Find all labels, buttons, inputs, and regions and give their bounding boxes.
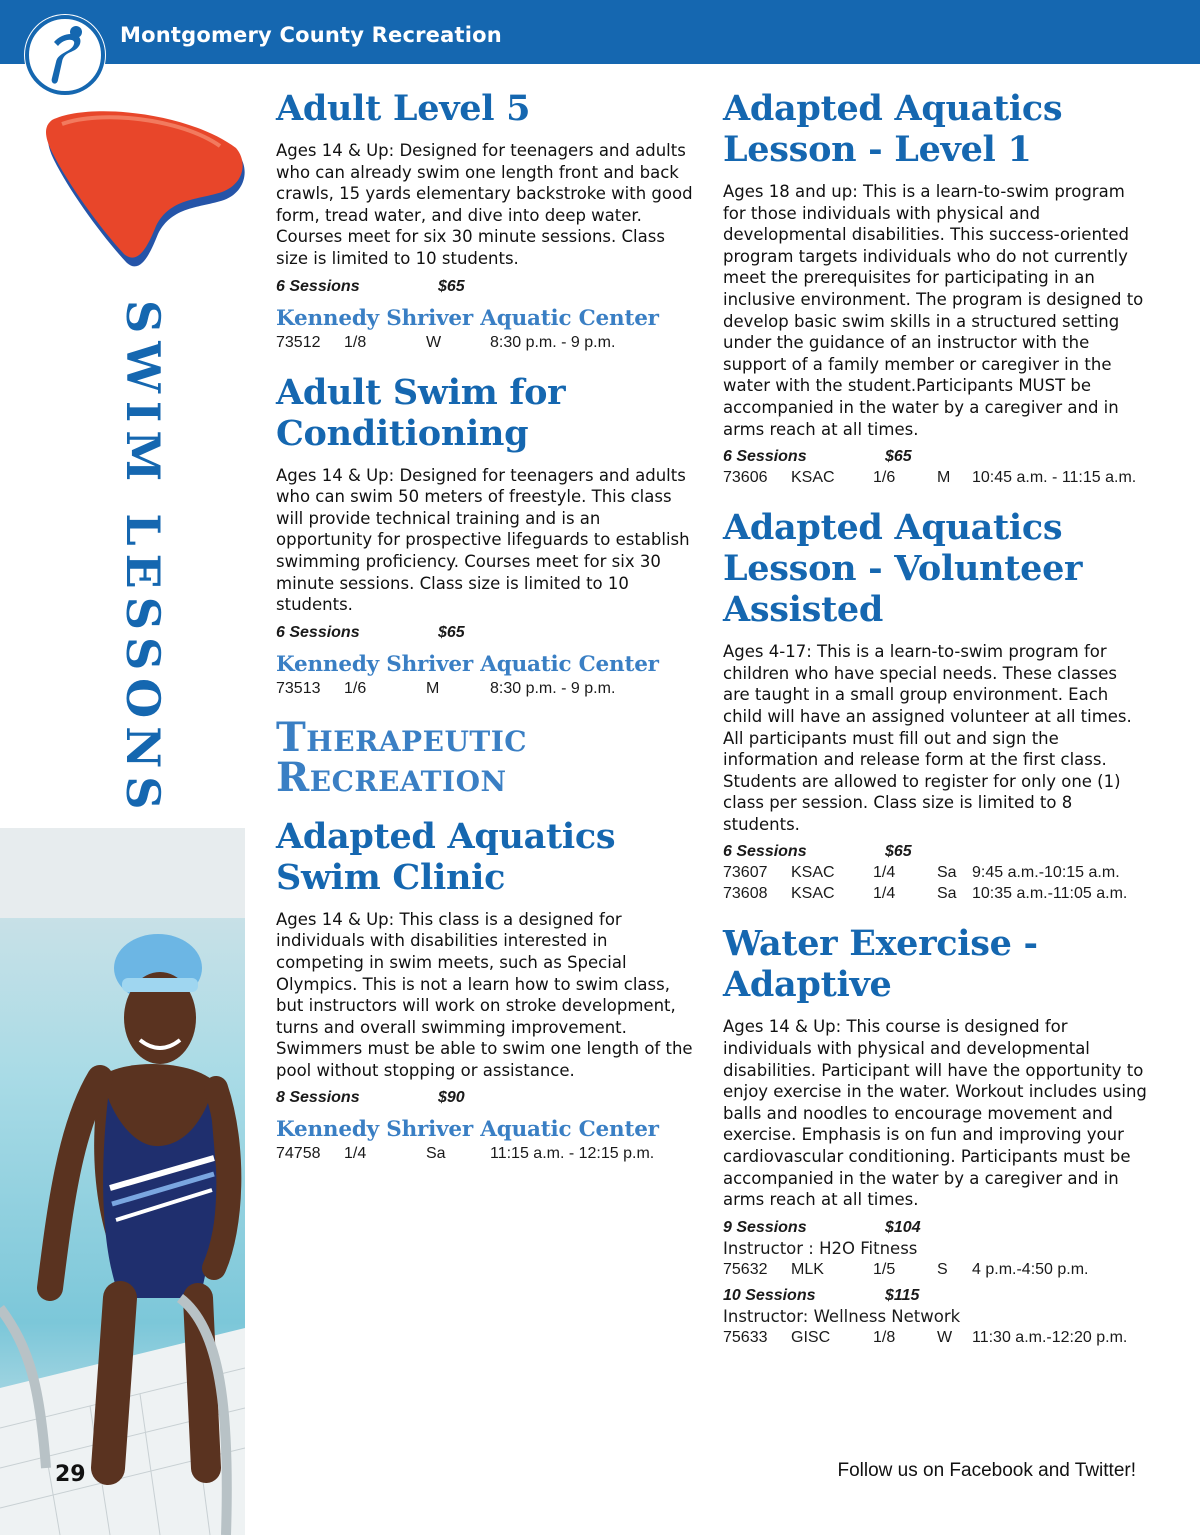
class-code: 73607 [723, 864, 768, 882]
class-row [723, 885, 1148, 903]
course-title: Adult Swim for Conditioning [276, 371, 566, 454]
class-location: MLK [791, 1260, 824, 1278]
session-pricing [276, 278, 696, 296]
class-time: 11:30 a.m.-12:20 p.m. [972, 1328, 1128, 1346]
side-heading-text: SWIM LESSONS [116, 300, 170, 818]
session-count: 9 Sessions [723, 1218, 807, 1236]
class-day: Sa [426, 1145, 446, 1163]
class-day: S [937, 1260, 948, 1278]
course-adapted-lesson-level-1 [723, 88, 1148, 487]
organization-title: Montgomery County Recreation [120, 23, 502, 47]
class-row [276, 334, 696, 352]
social-media-footer: Follow us on Facebook and Twitter! [837, 1460, 1136, 1481]
class-code: 73606 [723, 469, 768, 487]
class-start-date: 1/4 [873, 885, 896, 903]
session-price: $65 [438, 277, 465, 295]
class-day: M [937, 469, 951, 487]
session-price: $65 [438, 623, 465, 641]
course-description: Ages 14 & Up: Designed for teenagers and adults who can swim 50 meters of freestyle. This class will provide technical training and is an opportunity for prospective lifeguards to establish swimming proficiency. Courses meet for six 30 minute sessions. Class size is limited to 10 students. [276, 465, 690, 615]
class-row [723, 1329, 1148, 1347]
session-pricing [723, 843, 1148, 861]
location-heading: Kennedy Shriver Aquatic Center [276, 305, 659, 331]
session-pricing [276, 624, 696, 642]
course-description: Ages 4-17: This is a learn-to-swim program for children who have special needs. These classes are taught in a small group environment. Each child will have an assigned volunteer at all times. All participants must fill out and sign the information and release form at the first class. Students are allowed to register for only one (1) class per session. Class size is limited to 8 students. [723, 642, 1132, 834]
class-location: KSAC [791, 469, 835, 487]
class-location: KSAC [791, 885, 835, 903]
course-title: Adult Level 5 [276, 88, 531, 129]
instructor-name: Instructor : H2O Fitness [723, 1238, 918, 1258]
session-count: 6 Sessions [723, 843, 807, 861]
class-location: GISC [791, 1328, 831, 1346]
session-count: 6 Sessions [723, 448, 807, 466]
class-row [723, 864, 1148, 882]
class-time: 8:30 p.m. - 9 p.m. [490, 333, 616, 351]
class-code: 73513 [276, 679, 321, 697]
session-price: $65 [885, 843, 912, 861]
class-code: 74758 [276, 1145, 321, 1163]
class-day: M [426, 679, 440, 697]
course-adult-level-5 [276, 88, 696, 352]
course-description: Ages 14 & Up: Designed for teenagers and adults who can already swim one length front and back crawls, 15 yards elementary backstroke with good form, tread water, and dive into deep water. Courses meet for six 30 minute sessions. Class size is limited to 10 students. [276, 141, 693, 268]
course-title: Adapted Aquatics Lesson - Volunteer Assisted [723, 507, 1083, 631]
class-time: 11:15 a.m. - 12:15 p.m. [490, 1145, 655, 1163]
kickboard-illustration [40, 108, 250, 282]
left-content-column [276, 88, 696, 1183]
session-pricing [276, 1089, 696, 1107]
session-pricing [723, 448, 1148, 466]
location-heading: Kennedy Shriver Aquatic Center [276, 1117, 659, 1143]
class-start-date: 1/4 [873, 864, 896, 882]
course-description: Ages 18 and up: This is a learn-to-swim program for those individuals with physical and developmental disabilities. This success-oriented program targets individuals who do not currently meet the prerequisites for participating in an inclusive environment. The program is designed to develop basic swim skills in a structured setting under the guidance of an instructor with the support of a family member or caregiver in the water with the student.Participants MUST be accompanied in the water by a caregiver and in arms reach at all times. [723, 182, 1144, 439]
instructor-name: Instructor: Wellness Network [723, 1306, 961, 1326]
class-start-date: 1/6 [344, 679, 367, 697]
class-location: KSAC [791, 864, 835, 882]
class-code: 73608 [723, 885, 768, 903]
side-section-heading [110, 300, 170, 820]
class-time: 10:45 a.m. - 11:15 a.m. [972, 469, 1137, 487]
session-price: $104 [885, 1218, 921, 1236]
class-row [276, 680, 696, 698]
course-adult-swim-conditioning [276, 372, 696, 698]
class-day: W [426, 333, 442, 351]
class-row [723, 469, 1148, 487]
class-time: 4 p.m.-4:50 p.m. [972, 1260, 1089, 1278]
class-day: Sa [937, 885, 957, 903]
session-price: $115 [885, 1286, 920, 1304]
course-water-exercise-adaptive [723, 923, 1148, 1346]
course-description: Ages 14 & Up: This course is designed for individuals with physical and developmental disabilities. Participant will have the opportunity to enjoy exercise in the water. Workout includes using balls and noodles to encourage movement and exercise. Emphasis is on fun and improving your cardiovascular conditioning. Participants must be accompanied in the water by a caregiver and in arms reach at all times. [723, 1017, 1147, 1210]
class-row [276, 1145, 696, 1163]
course-title: Adapted Aquatics Lesson - Level 1 [723, 88, 1063, 170]
swimmer-photo [0, 828, 245, 1535]
course-title: Water Exercise - Adaptive [723, 923, 1038, 1006]
location-heading: Kennedy Shriver Aquatic Center [276, 651, 659, 677]
session-count: 8 Sessions [276, 1089, 360, 1107]
class-row [723, 1261, 1148, 1279]
class-time: 8:30 p.m. - 9 p.m. [490, 679, 616, 697]
class-start-date: 1/8 [344, 333, 367, 351]
page-number: 29 [55, 1462, 86, 1487]
class-start-date: 1/6 [873, 469, 896, 487]
session-count: 10 Sessions [723, 1286, 816, 1304]
class-time: 10:35 a.m.-11:05 a.m. [972, 885, 1128, 903]
class-start-date: 1/8 [873, 1328, 896, 1346]
class-day: W [937, 1328, 953, 1346]
section-heading: Therapeutic Recreation [276, 713, 528, 801]
session-pricing [723, 1219, 1148, 1237]
session-count: 6 Sessions [276, 277, 360, 295]
session-pricing [723, 1287, 1148, 1305]
course-adapted-lesson-volunteer [723, 507, 1148, 903]
recreation-logo-icon [24, 14, 106, 96]
class-time: 9:45 a.m.-10:15 a.m. [972, 864, 1120, 882]
class-code: 75632 [723, 1260, 768, 1278]
course-description: Ages 14 & Up: This class is a designed for individuals with disabilities interested in competing in swim meets, such as Special Olympics. This is not a learn how to swim class, but instructors will work on stroke development, turns and overall swimming improvement. Swimmers must be able to swim one length of the pool without stopping or assistance. [276, 909, 693, 1080]
class-start-date: 1/5 [873, 1260, 896, 1278]
right-content-column [723, 88, 1148, 1367]
header-band [0, 0, 1200, 64]
session-price: $65 [885, 448, 912, 466]
session-price: $90 [438, 1089, 465, 1107]
session-count: 6 Sessions [276, 623, 360, 641]
class-day: Sa [937, 864, 957, 882]
course-adapted-swim-clinic [276, 816, 696, 1164]
class-code: 75633 [723, 1328, 768, 1346]
class-code: 73512 [276, 333, 321, 351]
class-start-date: 1/4 [344, 1145, 367, 1163]
course-title: Adapted Aquatics Swim Clinic [276, 815, 616, 898]
